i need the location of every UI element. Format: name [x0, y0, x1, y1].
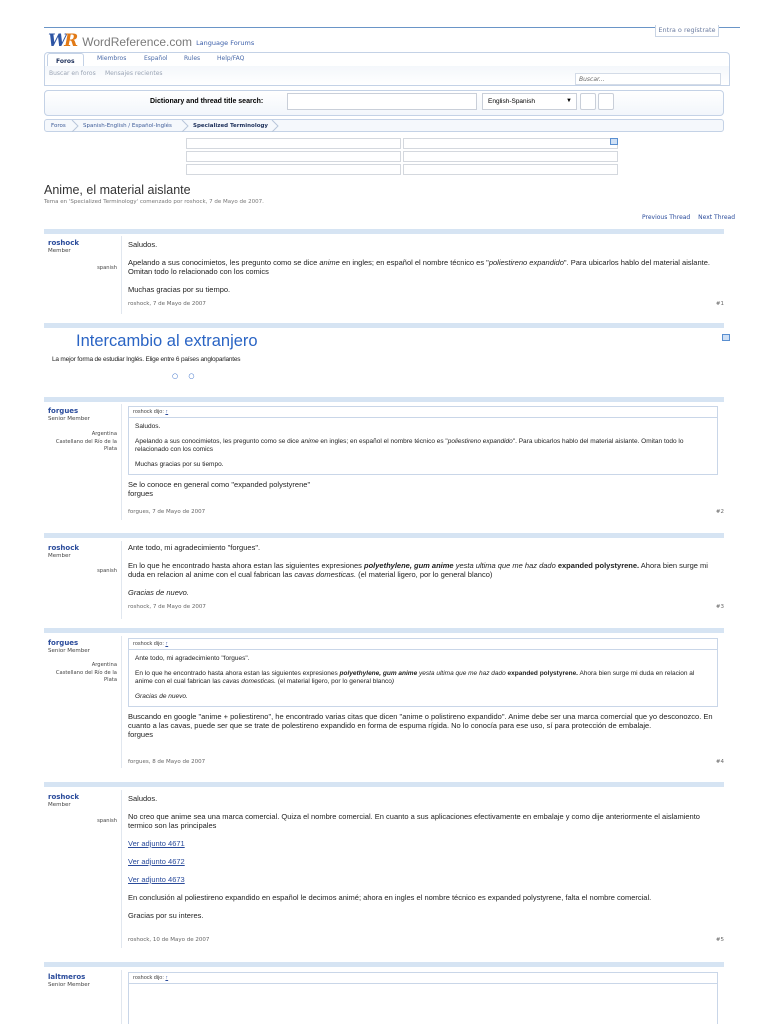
- quote-text: Saludos.: [135, 423, 161, 430]
- subnav-search-forums[interactable]: Buscar en foros: [49, 70, 96, 77]
- post-signature: forgues: [128, 489, 154, 498]
- breadcrumb-foros[interactable]: Foros: [51, 123, 66, 129]
- post-3: [44, 541, 724, 621]
- post-text: Gracias de nuevo.: [128, 588, 189, 597]
- user-location: spanish: [97, 568, 117, 574]
- post-number[interactable]: #4: [715, 759, 724, 765]
- user-info: [44, 636, 122, 768]
- post-2: [44, 404, 724, 522]
- logo-r: R: [64, 31, 79, 51]
- username[interactable]: roshock: [48, 793, 80, 801]
- ad-title[interactable]: Intercambio al extranjero: [76, 332, 258, 350]
- ad-subtitle: La mejor forma de estudiar Inglés. Elige entre 6 países angloparlantes: [52, 356, 241, 363]
- dictionary-search-input[interactable]: [287, 93, 477, 110]
- user-location: spanish: [97, 818, 117, 824]
- post-text: Gracias por su interes.: [128, 911, 204, 920]
- chevron-down-icon: ▼: [566, 98, 572, 104]
- user-location: Argentina Castellano del Río de la Plata: [55, 662, 117, 683]
- post-divider: [44, 397, 724, 402]
- user-info: [44, 236, 122, 314]
- quote-block: [128, 638, 718, 707]
- ad-choices-icon[interactable]: [722, 334, 730, 341]
- post-number[interactable]: #3: [715, 604, 724, 610]
- user-title: Senior Member: [48, 416, 90, 422]
- language-select-value: English-Spanish: [488, 98, 535, 105]
- tab-help[interactable]: Help/FAQ: [217, 55, 245, 62]
- quote-header: roshock dijo: ↑: [129, 973, 717, 984]
- user-location: Argentina Castellano del Río de la Plata: [55, 431, 117, 452]
- post-divider: [44, 323, 724, 328]
- search-input[interactable]: Buscar...: [575, 73, 721, 85]
- breadcrumb-separator-icon: [271, 120, 279, 132]
- post-5: [44, 790, 724, 950]
- post-text: En conclusión al poliestireno expandido en español le decimos animé; ahora en ingles el nombre técnico es expanded polystyrene, falta el nombre comercial.: [128, 893, 652, 902]
- post-text: Buscando en google "anime + poliestireno", he encontrado varias citas que dicen "anime o polistireno expandido". Anime debe ser una marca comercial que yo desconozco. En cuanto a las cavas, puede ser que se trate de polestireno expandido en forma de espuma rígida. No lo conocía para ese uso, sí para protección de embalaje.: [128, 712, 713, 730]
- attachment-link[interactable]: Ver adjunto 4672: [128, 857, 185, 866]
- post-divider: [44, 229, 724, 234]
- post-footer: forgues, 7 de Mayo de 2007: [128, 509, 206, 515]
- quote-text: En lo que he encontrado hasta ahora estan las siguientes expresiones polyethylene, gum anime yesta ultima que me haz dado expanded polystyrene. Ahora bien surge mi duda en relacion al anime con el cual fabrican las cavas domesticas. (el material ligero, por lo general blanco): [135, 670, 695, 685]
- username[interactable]: forgues: [48, 639, 79, 647]
- user-info: [44, 541, 122, 619]
- attachment-link[interactable]: Ver adjunto 4673: [128, 875, 185, 884]
- post-text: Muchas gracias por su tiempo.: [128, 285, 231, 294]
- dictionary-options-button[interactable]: [598, 93, 614, 110]
- post-content: [128, 543, 718, 606]
- ad-pagination-dots[interactable]: ○ ○: [172, 372, 199, 380]
- quote-text: Ante todo, mi agradecimiento "forgues".: [135, 655, 250, 662]
- post-content: [128, 406, 718, 498]
- post-1: [44, 236, 724, 316]
- site-logo[interactable]: [48, 30, 254, 50]
- post-text: Apelando a sus conocimietos, les pregunto como se dice anime en ingles; en español el nombre técnico es "poliestireno expandido". Para ubicarlos hablo del material aislante. Omitan todo lo relacionado con los comics: [128, 258, 710, 276]
- user-info: [44, 790, 122, 948]
- user-location: spanish: [97, 265, 117, 271]
- post-divider: [44, 533, 724, 538]
- post-6: [44, 970, 724, 1024]
- header-rule: [44, 27, 740, 28]
- post-footer: roshock, 10 de Mayo de 2007: [128, 937, 210, 943]
- post-divider: [44, 962, 724, 967]
- post-number[interactable]: #1: [715, 301, 724, 307]
- ad-cell: [186, 138, 401, 149]
- ad-cell: [403, 164, 618, 175]
- next-thread-link[interactable]: Next Thread: [698, 214, 736, 221]
- language-select[interactable]: [482, 93, 577, 110]
- post-content: [128, 794, 718, 929]
- breadcrumb-separator-icon: [181, 120, 189, 132]
- logo-w: W: [48, 31, 68, 51]
- user-title: Member: [48, 248, 71, 254]
- post-text: Ante todo, mi agradecimiento "forgues".: [128, 543, 261, 552]
- login-link[interactable]: Entra o regístrate: [655, 25, 719, 37]
- quote-source-link[interactable]: ↑: [165, 409, 169, 415]
- user-title: Member: [48, 802, 71, 808]
- ad-cell: [403, 151, 618, 162]
- post-text: No creo que anime sea una marca comercial. Quiza el nombre comercial. En cuanto a sus aplicaciones efectivamente en embalaje y como dije anteriormente el aislamiento termico son las principales: [128, 812, 700, 830]
- quote-block: [128, 972, 718, 1024]
- breadcrumb: [44, 119, 724, 132]
- user-title: Senior Member: [48, 648, 90, 654]
- site-subtitle: Language Forums: [196, 39, 255, 47]
- post-divider: [44, 628, 724, 633]
- quote-header: roshock dijo: ↑: [129, 407, 717, 418]
- username[interactable]: forgues: [48, 407, 79, 415]
- tab-rules[interactable]: Rules: [184, 55, 201, 62]
- breadcrumb-separator-icon: [71, 120, 79, 132]
- dictionary-search-label: Dictionary and thread title search:: [150, 98, 264, 105]
- post-divider: [44, 782, 724, 787]
- thread-title: Anime, el material aislante: [44, 183, 191, 197]
- user-info: [44, 970, 122, 1024]
- post-text: Saludos.: [128, 794, 158, 803]
- post-number[interactable]: #5: [715, 937, 724, 943]
- user-title: Senior Member: [48, 982, 90, 988]
- main-nav: [44, 52, 730, 67]
- ad-cell: [403, 138, 618, 149]
- quote-header: roshock dijo: ↑: [129, 639, 717, 650]
- post-content: [128, 638, 718, 739]
- post-text: Saludos.: [128, 240, 158, 249]
- post-number[interactable]: #2: [715, 509, 724, 515]
- post-4: [44, 636, 724, 770]
- post-content: [128, 972, 718, 1024]
- post-signature: forgues: [128, 730, 154, 739]
- quote-source-link[interactable]: ↑: [165, 975, 169, 981]
- tab-foros[interactable]: Foros: [47, 53, 84, 68]
- breadcrumb-specialized-terminology[interactable]: Specialized Terminology: [193, 123, 268, 129]
- post-footer: roshock, 7 de Mayo de 2007: [128, 301, 206, 307]
- thread-navigation: [636, 214, 735, 221]
- ad-choices-icon[interactable]: [610, 138, 618, 145]
- user-info: [44, 404, 122, 520]
- post-footer: forgues, 8 de Mayo de 2007: [128, 759, 206, 765]
- quote-source-link[interactable]: ↑: [165, 641, 169, 647]
- username[interactable]: roshock: [48, 239, 80, 247]
- ad-cell: [186, 164, 401, 175]
- post-text: En lo que he encontrado hasta ahora estan las siguientes expresiones polyethylene, gum anime yesta ultima que me haz dado expanded polystyrene. Ahora bien surge mi duda en relacion al anime con el cual fabrican las cavas domesticas. (el material ligero, por lo general blanco): [128, 561, 708, 579]
- thread-meta: Tema en 'Specialized Terminology' comenzado por roshock, 7 de Mayo de 2007.: [44, 199, 264, 205]
- post-footer: roshock, 7 de Mayo de 2007: [128, 604, 206, 610]
- ad-grid: [186, 138, 618, 178]
- previous-thread-link[interactable]: Previous Thread: [642, 214, 691, 221]
- breadcrumb-spanish-english[interactable]: Spanish-English / Español-Inglés: [83, 123, 172, 129]
- quote-text: Apelando a sus conocimietos, les pregunto como se dice anime en ingles; en español el nombre técnico es "poliestireno expandido". Para ubicarlos hablo del material aislante. Omitan todo lo relacionado con los comics: [135, 438, 684, 453]
- post-text: Se lo conoce en general como "expanded polystyrene": [128, 480, 311, 489]
- ad-cell: [186, 151, 401, 162]
- quote-block: [128, 406, 718, 475]
- tab-miembros[interactable]: Miembros: [97, 55, 127, 62]
- site-name: WordReference.com: [82, 35, 193, 49]
- username[interactable]: roshock: [48, 544, 80, 552]
- subnav-recent-posts[interactable]: Mensajes recientes: [105, 70, 163, 77]
- post-content: [128, 240, 718, 303]
- dictionary-search-button[interactable]: [580, 93, 596, 110]
- quote-text: Muchas gracias por su tiempo.: [135, 461, 224, 468]
- quote-text: Gracias de nuevo.: [135, 693, 188, 700]
- user-title: Member: [48, 553, 71, 559]
- username[interactable]: laltmeros: [48, 973, 86, 981]
- attachment-link[interactable]: Ver adjunto 4671: [128, 839, 185, 848]
- tab-espanol[interactable]: Español: [144, 55, 168, 62]
